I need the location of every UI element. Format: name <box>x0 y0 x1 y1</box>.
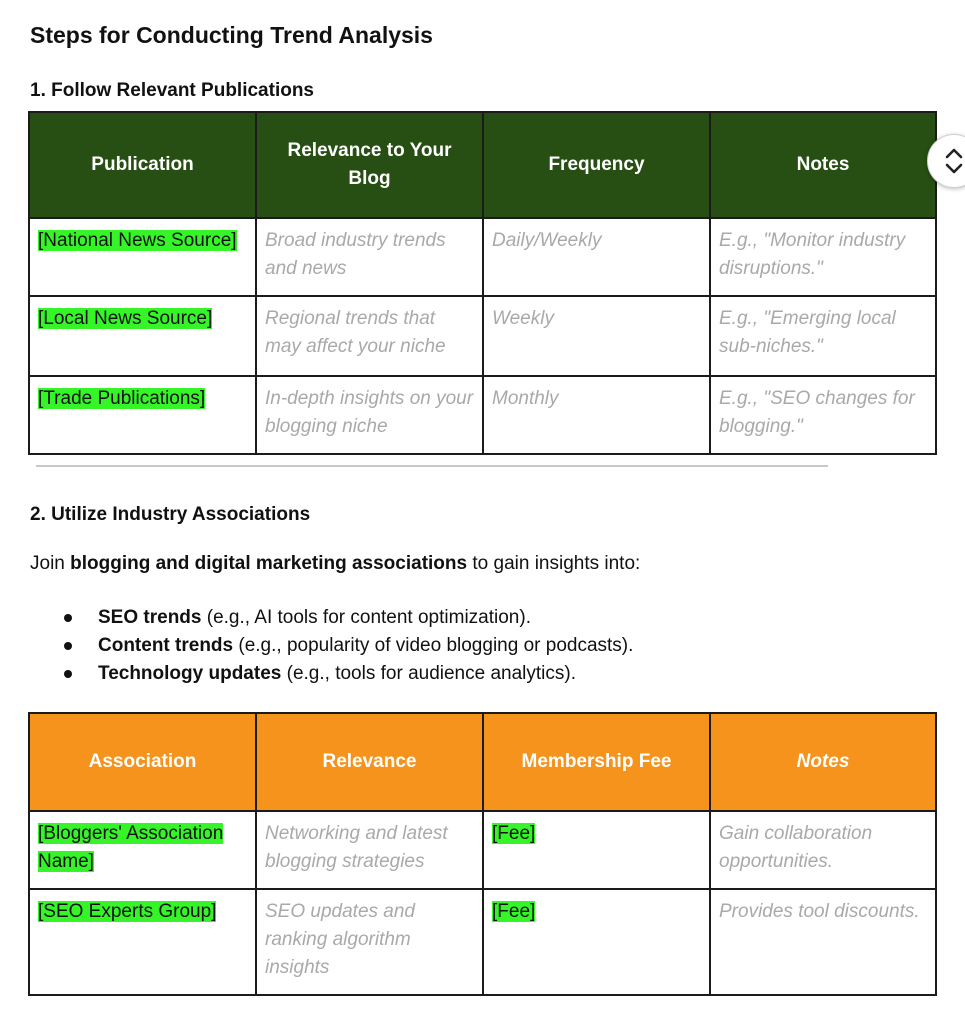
page-title: Steps for Conducting Trend Analysis <box>30 22 433 48</box>
intro-bold: blogging and digital marketing associations <box>70 553 468 574</box>
chevron-up-down-icon <box>942 147 965 175</box>
list-item <box>30 660 633 688</box>
fee-value: [Fee] <box>492 901 536 922</box>
relevance-cell: Regional trends that may affect your niche <box>256 296 483 376</box>
table-row <box>29 376 936 454</box>
table-row <box>29 296 936 376</box>
header-membership-fee: Membership Fee <box>483 713 710 811</box>
table-header-row <box>29 713 936 811</box>
fee-cell <box>483 889 710 995</box>
publication-name: [National News Source] <box>38 230 237 251</box>
associations-intro <box>30 553 640 575</box>
section-divider <box>36 465 828 467</box>
publication-cell <box>29 296 256 376</box>
association-name: [Bloggers' Association Name] <box>38 823 224 872</box>
bullet-icon <box>64 614 72 622</box>
publication-cell <box>29 218 256 296</box>
bullet-icon <box>64 670 72 678</box>
relevance-cell: In-depth insights on your blogging niche <box>256 376 483 454</box>
frequency-cell: Daily/Weekly <box>483 218 710 296</box>
notes-cell: E.g., "Monitor industry disruptions." <box>710 218 936 296</box>
relevance-cell: Broad industry trends and news <box>256 218 483 296</box>
header-relevance: Relevance to Your Blog <box>256 112 483 218</box>
associations-table <box>28 712 937 996</box>
publication-name: [Trade Publications] <box>38 388 206 409</box>
fee-value: [Fee] <box>492 823 536 844</box>
frequency-cell: Weekly <box>483 296 710 376</box>
publications-table <box>28 111 937 455</box>
list-item-bold: Technology updates <box>98 663 282 684</box>
relevance-cell: SEO updates and ranking algorithm insights <box>256 889 483 995</box>
header-notes: Notes <box>710 112 936 218</box>
header-notes: Notes <box>710 713 936 811</box>
notes-cell: Gain collaboration opportunities. <box>710 811 936 889</box>
header-frequency: Frequency <box>483 112 710 218</box>
header-association: Association <box>29 713 256 811</box>
header-publication: Publication <box>29 112 256 218</box>
list-item <box>30 632 633 660</box>
association-cell <box>29 811 256 889</box>
table-row <box>29 218 936 296</box>
notes-cell: E.g., "SEO changes for blogging." <box>710 376 936 454</box>
relevance-cell: Networking and latest blogging strategies <box>256 811 483 889</box>
list-item-bold: SEO trends <box>98 607 202 628</box>
list-item-bold: Content trends <box>98 635 234 656</box>
association-cell <box>29 889 256 995</box>
list-item-text: (e.g., tools for audience analytics). <box>281 663 576 684</box>
intro-suffix: to gain insights into: <box>467 553 641 574</box>
notes-cell: E.g., "Emerging local sub-niches." <box>710 296 936 376</box>
table-row <box>29 889 936 995</box>
list-item <box>30 604 633 632</box>
list-item-text: (e.g., popularity of video blogging or podcasts). <box>233 635 634 656</box>
publication-name: [Local News Source] <box>38 308 213 329</box>
header-relevance: Relevance <box>256 713 483 811</box>
table-row <box>29 811 936 889</box>
frequency-cell: Monthly <box>483 376 710 454</box>
bullet-icon <box>64 642 72 650</box>
insights-list <box>30 604 633 688</box>
association-name: [SEO Experts Group] <box>38 901 217 922</box>
intro-prefix: Join <box>30 553 71 574</box>
list-item-text: (e.g., AI tools for content optimization). <box>201 607 531 628</box>
publication-cell <box>29 376 256 454</box>
notes-cell: Provides tool discounts. <box>710 889 936 995</box>
section-heading-associations: 2. Utilize Industry Associations <box>30 504 311 525</box>
fee-cell <box>483 811 710 889</box>
section-heading-publications: 1. Follow Relevant Publications <box>30 80 314 101</box>
table-header-row <box>29 112 936 218</box>
